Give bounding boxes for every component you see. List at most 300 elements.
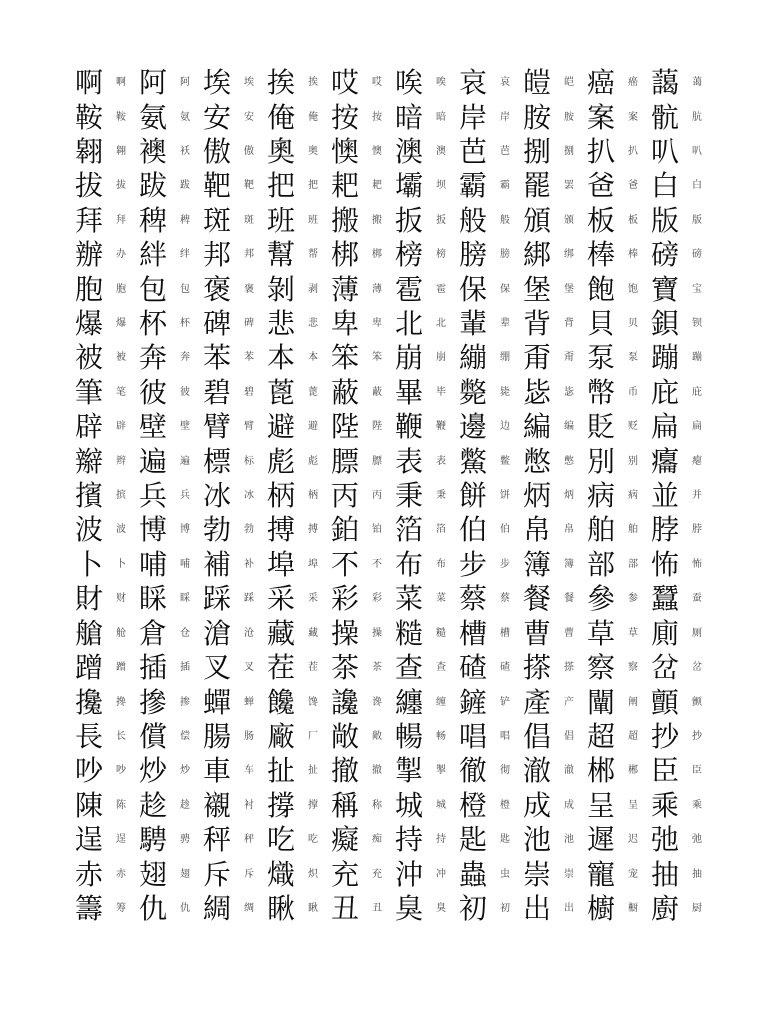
simplified-character: 褒 <box>244 283 254 295</box>
traditional-character: 傲 <box>202 135 231 169</box>
simplified-column <box>302 66 324 926</box>
simplified-character: 博 <box>180 524 190 536</box>
simplified-character: 吃 <box>308 834 318 846</box>
traditional-character: 趁 <box>138 788 167 822</box>
traditional-character: 舶 <box>586 513 615 547</box>
simplified-character: 氨 <box>180 111 190 123</box>
traditional-character: 抄 <box>650 719 679 753</box>
traditional-character: 癌 <box>586 66 615 100</box>
traditional-character: 蟲 <box>458 857 487 891</box>
simplified-character: 甭 <box>564 352 574 364</box>
simplified-character: 趁 <box>180 799 190 811</box>
simplified-character: 标 <box>244 455 254 467</box>
traditional-character: 讒 <box>330 685 359 719</box>
traditional-character: 簿 <box>522 547 551 581</box>
simplified-character: 啊 <box>116 77 126 89</box>
traditional-character: 骯 <box>650 100 679 134</box>
simplified-character: 白 <box>692 180 702 192</box>
simplified-character: 蔼 <box>692 77 702 89</box>
simplified-character: 绑 <box>564 249 574 261</box>
simplified-character: 迟 <box>628 834 638 846</box>
simplified-character: 饼 <box>500 490 510 502</box>
simplified-character: 按 <box>372 111 382 123</box>
simplified-character: 抽 <box>692 868 702 880</box>
traditional-character: 甭 <box>522 341 551 375</box>
simplified-character: 抄 <box>692 730 702 742</box>
simplified-character: 搀 <box>116 696 126 708</box>
simplified-character: 爸 <box>628 180 638 192</box>
simplified-character: 簿 <box>564 558 574 570</box>
traditional-character: 包 <box>138 272 167 306</box>
simplified-character: 帛 <box>564 524 574 536</box>
simplified-character: 陈 <box>116 799 126 811</box>
simplified-character: 城 <box>436 799 446 811</box>
traditional-character: 蔡 <box>458 582 487 616</box>
simplified-character: 饱 <box>628 283 638 295</box>
simplified-column <box>430 66 452 926</box>
simplified-character: 茬 <box>308 662 318 674</box>
traditional-character: 吃 <box>266 823 295 857</box>
simplified-character: 稗 <box>180 214 190 226</box>
simplified-character: 跋 <box>180 180 190 192</box>
traditional-character: 波 <box>74 513 103 547</box>
traditional-character: 悲 <box>266 307 295 341</box>
traditional-character: 哀 <box>458 66 487 100</box>
simplified-character: 叭 <box>692 146 702 158</box>
simplified-character: 扳 <box>436 214 446 226</box>
traditional-character: 彩 <box>330 582 359 616</box>
simplified-character: 毕 <box>436 386 446 398</box>
traditional-character: 藏 <box>266 616 295 650</box>
simplified-character: 勃 <box>244 524 254 536</box>
traditional-character: 箔 <box>394 513 423 547</box>
traditional-column <box>68 66 110 926</box>
traditional-character: 奧 <box>266 135 295 169</box>
simplified-character: 臂 <box>244 421 254 433</box>
traditional-character: 扯 <box>266 754 295 788</box>
traditional-character: 般 <box>458 203 487 237</box>
simplified-character: 步 <box>500 558 510 570</box>
traditional-character: 踩 <box>202 582 231 616</box>
traditional-character: 草 <box>586 616 615 650</box>
simplified-character: 缠 <box>436 696 446 708</box>
traditional-character: 罷 <box>522 169 551 203</box>
traditional-character: 案 <box>586 100 615 134</box>
traditional-character: 不 <box>330 547 359 581</box>
traditional-character: 城 <box>394 788 423 822</box>
simplified-character: 郴 <box>628 765 638 777</box>
simplified-character: 悲 <box>308 318 318 330</box>
simplified-character: 杯 <box>180 318 190 330</box>
simplified-character: 贝 <box>628 318 638 330</box>
simplified-character: 赤 <box>116 868 126 880</box>
simplified-column <box>174 66 196 926</box>
traditional-character: 餐 <box>522 582 551 616</box>
traditional-character: 倡 <box>522 719 551 753</box>
simplified-character: 筹 <box>116 902 126 914</box>
traditional-character: 辟 <box>74 410 103 444</box>
traditional-character: 出 <box>522 891 551 925</box>
simplified-character: 倡 <box>564 730 574 742</box>
traditional-character: 畢 <box>394 375 423 409</box>
simplified-character: 编 <box>564 421 574 433</box>
traditional-character: 餅 <box>458 479 487 513</box>
simplified-character: 伯 <box>500 524 510 536</box>
traditional-character: 吵 <box>74 754 103 788</box>
traditional-character: 遍 <box>138 444 167 478</box>
simplified-character: 采 <box>308 593 318 605</box>
simplified-character: 毖 <box>564 386 574 398</box>
traditional-character: 崇 <box>522 857 551 891</box>
simplified-character: 彻 <box>500 765 510 777</box>
simplified-character: 扯 <box>308 765 318 777</box>
traditional-character: 鱉 <box>458 444 487 478</box>
traditional-column <box>452 66 494 926</box>
traditional-character: 爸 <box>586 169 615 203</box>
simplified-character: 唉 <box>436 77 446 89</box>
simplified-character: 陛 <box>372 421 382 433</box>
traditional-character: 版 <box>650 203 679 237</box>
simplified-character: 吵 <box>116 765 126 777</box>
traditional-character: 蹦 <box>650 341 679 375</box>
simplified-character: 摈 <box>116 490 126 502</box>
traditional-character: 挨 <box>266 66 295 100</box>
traditional-character: 鋇 <box>650 307 679 341</box>
simplified-character: 初 <box>500 902 510 914</box>
traditional-character: 繃 <box>458 341 487 375</box>
simplified-character: 懊 <box>372 146 382 158</box>
traditional-character: 秉 <box>394 479 423 513</box>
traditional-character: 扁 <box>650 410 679 444</box>
traditional-character: 攙 <box>74 685 103 719</box>
simplified-character: 爆 <box>116 318 126 330</box>
simplified-character: 笔 <box>116 386 126 398</box>
simplified-character: 壁 <box>180 421 190 433</box>
traditional-character: 廠 <box>266 719 295 753</box>
traditional-character: 沖 <box>394 857 423 891</box>
simplified-character: 傲 <box>244 146 254 158</box>
traditional-character: 貝 <box>586 307 615 341</box>
simplified-character: 槽 <box>500 627 510 639</box>
simplified-character: 布 <box>436 558 446 570</box>
traditional-character: 本 <box>266 341 295 375</box>
traditional-character: 纏 <box>394 685 423 719</box>
traditional-character: 岸 <box>458 100 487 134</box>
simplified-character: 充 <box>372 868 382 880</box>
simplified-character: 被 <box>116 352 126 364</box>
traditional-character: 搬 <box>330 203 359 237</box>
traditional-character: 兵 <box>138 479 167 513</box>
simplified-character: 部 <box>628 558 638 570</box>
traditional-column <box>324 66 366 926</box>
simplified-character: 查 <box>436 662 446 674</box>
simplified-character: 炳 <box>564 490 574 502</box>
simplified-character: 薄 <box>372 283 382 295</box>
simplified-character: 搬 <box>372 214 382 226</box>
simplified-character: 边 <box>500 421 510 433</box>
traditional-character: 超 <box>586 719 615 753</box>
traditional-character: 皚 <box>522 66 551 100</box>
traditional-character: 膀 <box>458 238 487 272</box>
traditional-character: 剝 <box>266 272 295 306</box>
traditional-character: 辦 <box>74 238 103 272</box>
simplified-character: 沧 <box>244 627 254 639</box>
traditional-character: 池 <box>522 823 551 857</box>
simplified-character: 病 <box>628 490 638 502</box>
simplified-character: 帮 <box>308 249 318 261</box>
traditional-column <box>260 66 302 926</box>
traditional-character: 乘 <box>650 788 679 822</box>
traditional-character: 搏 <box>266 513 295 547</box>
simplified-character: 秤 <box>244 834 254 846</box>
simplified-character: 憋 <box>564 455 574 467</box>
traditional-character: 埃 <box>202 66 231 100</box>
traditional-character: 抽 <box>650 857 679 891</box>
traditional-character: 寶 <box>650 272 679 306</box>
simplified-character: 贬 <box>628 421 638 433</box>
simplified-character: 睬 <box>180 593 190 605</box>
simplified-character: 耙 <box>372 180 382 192</box>
traditional-character: 綢 <box>202 891 231 925</box>
traditional-character: 遲 <box>586 823 615 857</box>
traditional-character: 毖 <box>522 375 551 409</box>
traditional-character: 鏟 <box>458 685 487 719</box>
simplified-character: 彩 <box>372 593 382 605</box>
simplified-character: 逞 <box>116 834 126 846</box>
traditional-character: 斥 <box>202 857 231 891</box>
traditional-character: 靶 <box>202 169 231 203</box>
character-grid <box>68 66 708 926</box>
simplified-character: 骋 <box>180 834 190 846</box>
traditional-character: 稗 <box>138 203 167 237</box>
traditional-character: 冰 <box>202 479 231 513</box>
simplified-character: 炒 <box>180 765 190 777</box>
simplified-character: 鞭 <box>436 421 446 433</box>
traditional-character: 編 <box>522 410 551 444</box>
simplified-column <box>558 66 580 926</box>
simplified-character: 箔 <box>436 524 446 536</box>
traditional-character: 闡 <box>586 685 615 719</box>
traditional-character: 脖 <box>650 513 679 547</box>
traditional-character: 炳 <box>522 479 551 513</box>
traditional-character: 扳 <box>394 203 423 237</box>
simplified-character: 丑 <box>372 902 382 914</box>
traditional-character: 鞭 <box>394 410 423 444</box>
traditional-character: 褒 <box>202 272 231 306</box>
simplified-character: 般 <box>500 214 510 226</box>
traditional-character: 憋 <box>522 444 551 478</box>
simplified-character: 唱 <box>500 730 510 742</box>
simplified-character: 敞 <box>372 730 382 742</box>
traditional-character: 撤 <box>330 754 359 788</box>
simplified-character: 炽 <box>308 868 318 880</box>
traditional-character: 杯 <box>138 307 167 341</box>
simplified-character: 背 <box>564 318 574 330</box>
simplified-character: 剥 <box>308 283 318 295</box>
traditional-character: 邦 <box>202 238 231 272</box>
traditional-character: 蠶 <box>650 582 679 616</box>
traditional-character: 卜 <box>74 547 103 581</box>
simplified-character: 称 <box>372 799 382 811</box>
traditional-character: 熾 <box>266 857 295 891</box>
traditional-character: 成 <box>522 788 551 822</box>
traditional-character: 蟬 <box>202 685 231 719</box>
traditional-column <box>132 66 174 926</box>
simplified-character: 藏 <box>308 627 318 639</box>
traditional-character: 澈 <box>522 754 551 788</box>
simplified-character: 蹦 <box>692 352 702 364</box>
simplified-character: 皑 <box>564 77 574 89</box>
simplified-character: 瞅 <box>308 902 318 914</box>
simplified-character: 雹 <box>436 283 446 295</box>
traditional-character: 陛 <box>330 410 359 444</box>
traditional-character: 爆 <box>74 307 103 341</box>
traditional-character: 飽 <box>586 272 615 306</box>
simplified-character: 草 <box>628 627 638 639</box>
simplified-character: 鳖 <box>500 455 510 467</box>
simplified-character: 暗 <box>436 111 446 123</box>
simplified-column <box>238 66 260 926</box>
simplified-character: 鞍 <box>116 111 126 123</box>
traditional-character: 被 <box>74 341 103 375</box>
traditional-character: 橙 <box>458 788 487 822</box>
traditional-character: 斑 <box>202 203 231 237</box>
simplified-character: 岸 <box>500 111 510 123</box>
simplified-character: 埃 <box>244 77 254 89</box>
simplified-character: 参 <box>628 593 638 605</box>
simplified-character: 霸 <box>500 180 510 192</box>
traditional-column <box>388 66 430 926</box>
traditional-character: 跋 <box>138 169 167 203</box>
simplified-character: 肠 <box>244 730 254 742</box>
simplified-character: 瘪 <box>692 455 702 467</box>
traditional-character: 北 <box>394 307 423 341</box>
simplified-character: 超 <box>628 730 638 742</box>
traditional-character: 菜 <box>394 582 423 616</box>
simplified-character: 挨 <box>308 77 318 89</box>
traditional-character: 車 <box>202 754 231 788</box>
simplified-character: 澳 <box>436 146 446 158</box>
traditional-character: 敞 <box>330 719 359 753</box>
traditional-character: 梆 <box>330 238 359 272</box>
traditional-character: 泵 <box>586 341 615 375</box>
traditional-character: 察 <box>586 651 615 685</box>
traditional-character: 怖 <box>650 547 679 581</box>
simplified-character: 财 <box>116 593 126 605</box>
simplified-character: 把 <box>308 180 318 192</box>
traditional-character: 胺 <box>522 100 551 134</box>
traditional-character: 操 <box>330 616 359 650</box>
simplified-character: 蚕 <box>692 593 702 605</box>
traditional-character: 班 <box>266 203 295 237</box>
traditional-character: 插 <box>138 651 167 685</box>
traditional-character: 斃 <box>458 375 487 409</box>
traditional-character: 壁 <box>138 410 167 444</box>
simplified-character: 哀 <box>500 77 510 89</box>
simplified-character: 舱 <box>116 627 126 639</box>
traditional-character: 騁 <box>138 823 167 857</box>
traditional-character: 寵 <box>586 857 615 891</box>
simplified-character: 持 <box>436 834 446 846</box>
traditional-character: 茶 <box>330 651 359 685</box>
simplified-character: 蹭 <box>116 662 126 674</box>
traditional-character: 鞍 <box>74 100 103 134</box>
simplified-character: 畅 <box>436 730 446 742</box>
traditional-character: 糙 <box>394 616 423 650</box>
traditional-character: 暗 <box>394 100 423 134</box>
traditional-character: 安 <box>202 100 231 134</box>
traditional-character: 茬 <box>266 651 295 685</box>
simplified-character: 蔡 <box>500 593 510 605</box>
simplified-character: 冰 <box>244 490 254 502</box>
simplified-character: 袄 <box>180 146 190 158</box>
traditional-character: 蔽 <box>330 375 359 409</box>
simplified-character: 操 <box>372 627 382 639</box>
traditional-character: 笨 <box>330 341 359 375</box>
simplified-character: 踩 <box>244 593 254 605</box>
traditional-character: 雹 <box>394 272 423 306</box>
traditional-character: 芭 <box>458 135 487 169</box>
simplified-character: 柄 <box>308 490 318 502</box>
simplified-character: 卜 <box>116 558 126 570</box>
traditional-character: 呈 <box>586 788 615 822</box>
traditional-character: 柄 <box>266 479 295 513</box>
traditional-character: 啊 <box>74 66 103 100</box>
traditional-character: 庇 <box>650 375 679 409</box>
simplified-character: 铲 <box>500 696 510 708</box>
simplified-character: 癌 <box>628 77 638 89</box>
traditional-character: 霸 <box>458 169 487 203</box>
traditional-character: 長 <box>74 719 103 753</box>
traditional-character: 襖 <box>138 135 167 169</box>
traditional-character: 碑 <box>202 307 231 341</box>
simplified-character: 毙 <box>500 386 510 398</box>
traditional-column <box>516 66 558 926</box>
traditional-character: 背 <box>522 307 551 341</box>
traditional-character: 參 <box>586 582 615 616</box>
traditional-character: 唉 <box>394 66 423 100</box>
simplified-character: 磅 <box>692 249 702 261</box>
simplified-character: 乘 <box>692 799 702 811</box>
traditional-character: 臂 <box>202 410 231 444</box>
simplified-character: 斑 <box>244 214 254 226</box>
simplified-character: 橱 <box>628 902 638 914</box>
traditional-character: 彼 <box>138 375 167 409</box>
traditional-character: 榜 <box>394 238 423 272</box>
simplified-character: 匙 <box>500 834 510 846</box>
traditional-character: 保 <box>458 272 487 306</box>
traditional-character: 曹 <box>522 616 551 650</box>
simplified-character: 堡 <box>564 283 574 295</box>
simplified-character: 痴 <box>372 834 382 846</box>
simplified-character: 避 <box>308 421 318 433</box>
traditional-character: 哎 <box>330 66 359 100</box>
traditional-character: 翅 <box>138 857 167 891</box>
traditional-character: 埠 <box>266 547 295 581</box>
simplified-character: 仇 <box>180 902 190 914</box>
traditional-character: 綁 <box>522 238 551 272</box>
traditional-character: 板 <box>586 203 615 237</box>
traditional-character: 擯 <box>74 479 103 513</box>
simplified-character: 仓 <box>180 627 190 639</box>
simplified-character: 辈 <box>500 318 510 330</box>
traditional-character: 鉑 <box>330 513 359 547</box>
traditional-character: 別 <box>586 444 615 478</box>
simplified-character: 偿 <box>180 730 190 742</box>
simplified-character: 碑 <box>244 318 254 330</box>
traditional-character: 初 <box>458 891 487 925</box>
simplified-character: 奔 <box>180 352 190 364</box>
